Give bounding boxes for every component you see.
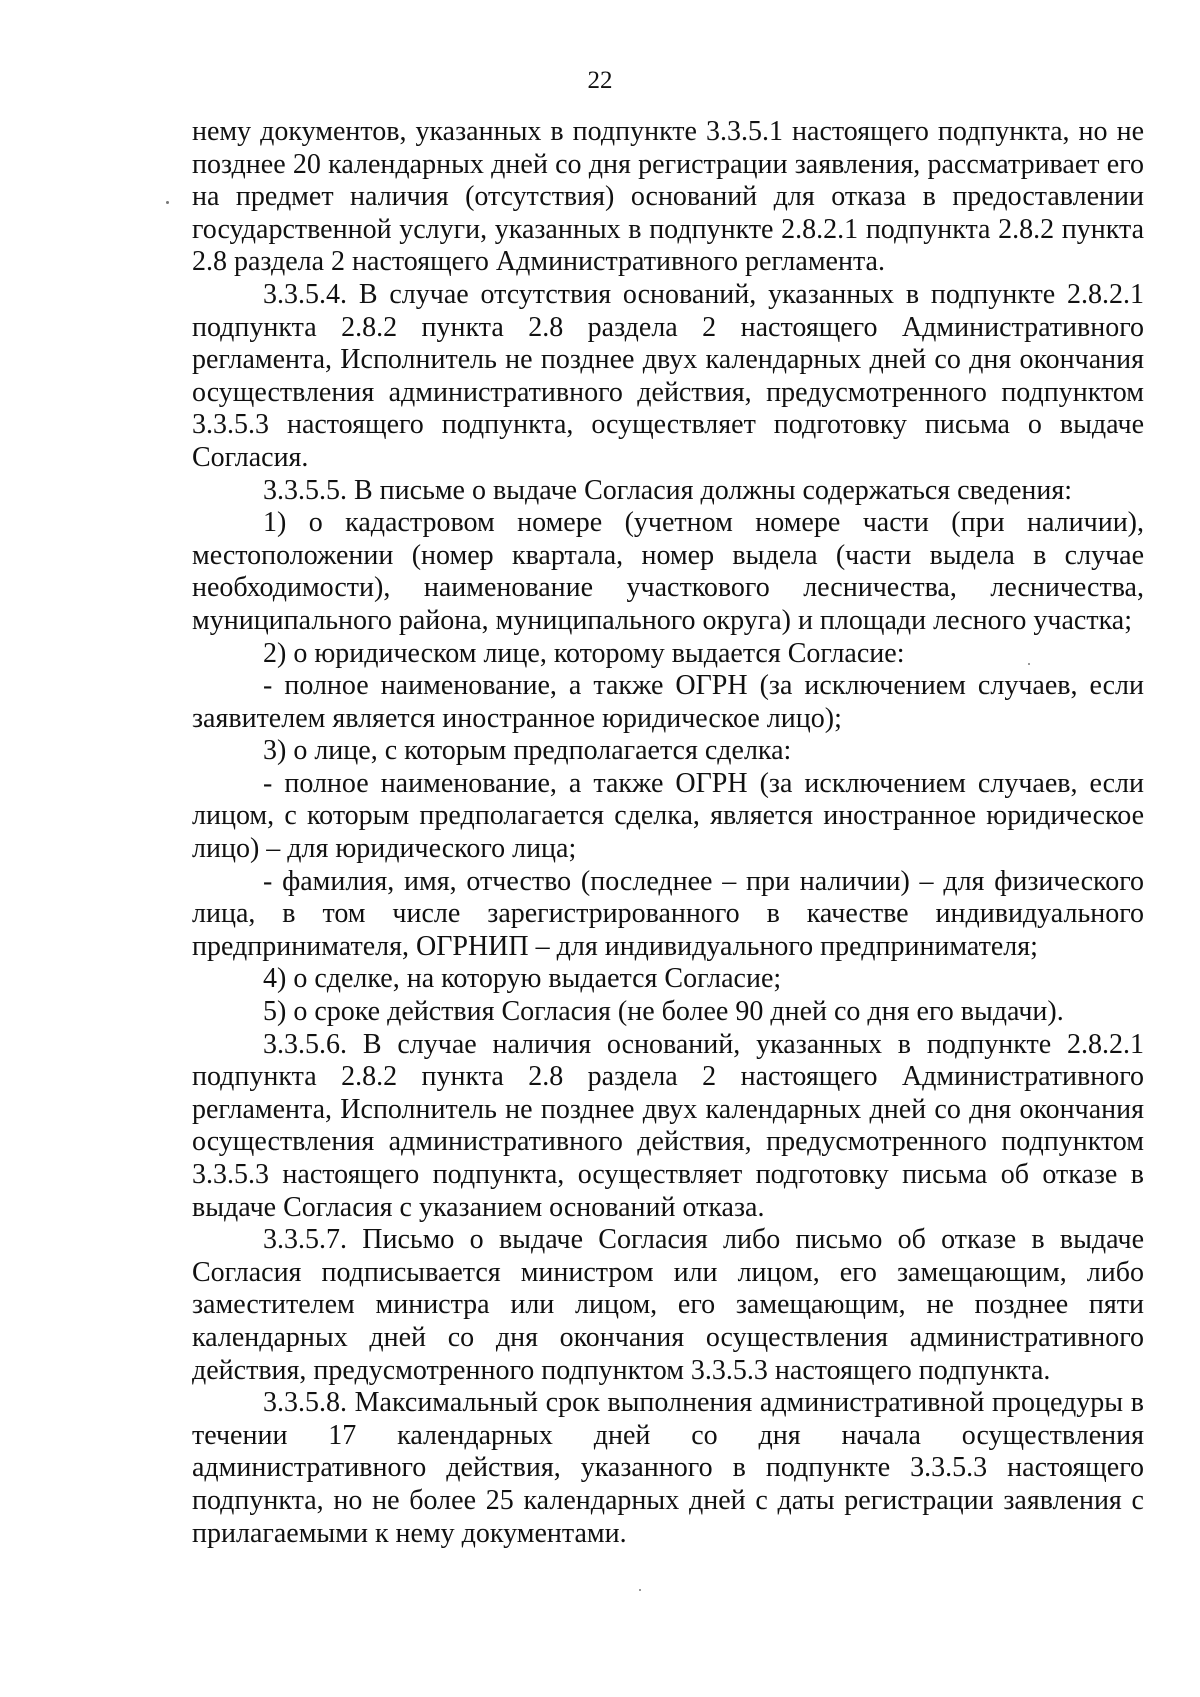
document-body [192, 116, 1144, 1550]
list-item-1: 1) о кадастровом номере (учетном номере части (при наличии), местоположении (номер квартала, номер выдела (части выдела в случае необходимости), наименование участкового лесничества, лесничества, муниципального района, муниципального округа) и площади лесного участка; [192, 507, 1144, 636]
list-item-3-dash-1: - полное наименование, а также ОГРН (за исключением случаев, если лицом, с которым предполагается сделка, является иностранное юридическое лицо) – для юридического лица; [192, 767, 1144, 865]
list-item-4: 4) о сделке, на которую выдается Согласие; [263, 963, 782, 995]
list-item-3: 3) о лице, с которым предполагается сделка: [263, 735, 792, 767]
paragraph-3-3-5-5: 3.3.5.5. В письме о выдаче Согласия должны содержаться сведения: [263, 474, 1073, 506]
paragraph-3-3-5-4: 3.3.5.4. В случае отсутствия оснований, указанных в подпункте 2.8.2.1 подпункта 2.8.2 пункта 2.8 раздела 2 настоящего Административного регламента, Исполнитель не позднее двух календарных дней со дня окончания осуществления административного действия, предусмотренного подпунктом 3.3.5.3 настоящего подпункта, осуществляет подготовку письма о выдаче Согласия. [192, 278, 1144, 473]
paragraph-3-3-5-7: 3.3.5.7. Письмо о выдаче Согласия либо письмо об отказе в выдаче Согласия подписывается министром или лицом, его замещающим, либо заместителем министра или лицом, его замещающим, не позднее пяти календарных дней со дня окончания осуществления административного действия, предусмотренного подпунктом 3.3.5.3 настоящего подпункта. [192, 1224, 1144, 1386]
list-item-5: 5) о сроке действия Согласия (не более 90 дней со дня его выдачи). [263, 996, 1064, 1028]
list-item-3-dash-2: - фамилия, имя, отчество (последнее – при наличии) – для физического лица, в том числе зарегистрированного в качестве индивидуального предпринимателя, ОГРНИП – для индивидуального предпринимателя; [192, 865, 1144, 962]
paragraph-3-3-5-8: 3.3.5.8. Максимальный срок выполнения административной процедуры в течении 17 календарных дней со дня начала осуществления административного действия, указанного в подпункте 3.3.5.3 настоящего подпункта, но не более 25 календарных дней с даты регистрации заявления с прилагаемыми к нему документами. [192, 1387, 1144, 1549]
scan-speck [1028, 663, 1030, 665]
page-number: 22 [587, 67, 613, 94]
scan-speck [166, 201, 169, 204]
list-item-2: 2) о юридическом лице, которому выдается Согласие: [263, 637, 905, 669]
paragraph-continuation: нему документов, указанных в подпункте 3.3.5.1 настоящего подпункта, но не позднее 20 календарных дней со дня регистрации заявления, рассматривает его на предмет наличия (отсутствия) оснований для отказа в предоставлении государственной услуги, указанных в подпункте 2.8.2.1 подпункта 2.8.2 пункта 2.8 раздела 2 настоящего Административного регламента. [192, 116, 1144, 278]
paragraph-3-3-5-6: 3.3.5.6. В случае наличия оснований, указанных в подпункте 2.8.2.1 подпункта 2.8.2 пункта 2.8 раздела 2 настоящего Административного регламента, Исполнитель не позднее двух календарных дней со дня окончания осуществления административного действия, предусмотренного подпунктом 3.3.5.3 настоящего подпункта, осуществляет подготовку письма об отказе в выдаче Согласия с указанием оснований отказа. [192, 1028, 1144, 1223]
list-item-2-dash-1: - полное наименование, а также ОГРН (за исключением случаев, если заявителем является иностранное юридическое лицо); [192, 670, 1144, 734]
scan-speck [639, 1589, 641, 1591]
